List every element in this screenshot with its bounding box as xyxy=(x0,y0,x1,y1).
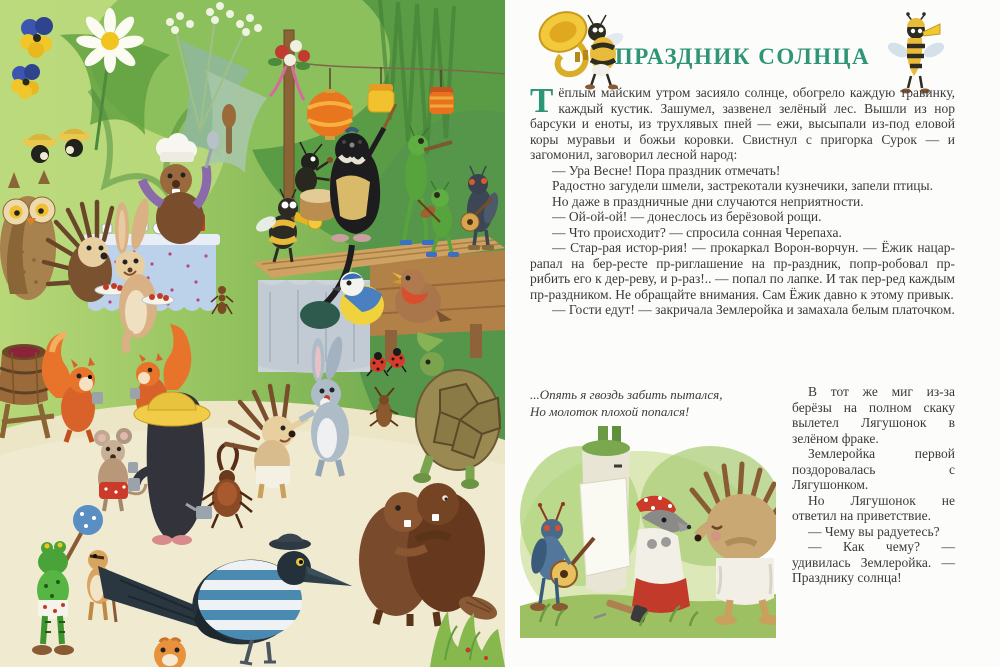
story-text xyxy=(530,81,955,318)
verse-line: ...Опять я гвоздь забить пытался, xyxy=(530,387,723,402)
story-paragraph-text: ёплым майским утром засияло солнце, обогрело каждую травинку, каждый кустик. Зашумел, зазвенел зелёный лес. Вышли из нор барсуки и еноты, из трухлявых пней — ежи, высыпали из-под еловой коры муравьи и божьи коровки. Свистнул с пригорка Сурок — и загомонил, заговорил лесной народ: xyxy=(530,85,955,162)
story-paragraph: — Стар-рая истор-рия! — прокаркал Ворон-ворчун. — Ёжик нацар-рапал на бер-ресте пр-риглашение на пр-раздник, попр-робовал пр-рибить его к дер-реву, и р-раз!.. — попал по лапке. И так пер-ред каждым пр-раздником. Не обращайте внимания. Сам Ёжик давно к этому привык. xyxy=(530,240,955,302)
story-paragraph: Землеройка первой поздоровалась с Лягушонком. xyxy=(792,446,955,492)
invitation-sheet xyxy=(580,478,630,576)
story-paragraph: — Ура Весне! Пора праздник отмечать! xyxy=(552,162,781,178)
caption-and-spot xyxy=(530,384,786,643)
story-paragraph: В тот же миг из-за берёзы на полном скаку вылетел Лягушонок в зелёном фраке. xyxy=(792,384,955,446)
story-paragraph: Радостно загудели шмели, застрекотали кузнечики, запели птицы. xyxy=(552,178,933,193)
story-column xyxy=(792,384,955,643)
story-paragraph xyxy=(530,81,955,163)
bottom-section xyxy=(530,384,955,643)
right-page xyxy=(505,0,1000,667)
spot-illustration xyxy=(520,426,776,638)
story-paragraph: — Чему вы радуетесь? xyxy=(808,523,940,539)
verse-line: Но молоток плохой попался! xyxy=(530,404,690,419)
page-title: ПРАЗДНИК СОЛНЦА xyxy=(614,44,871,69)
story-paragraph: — Как чему? — удивилась Землеройка. — Празднику солнца! xyxy=(792,539,955,585)
story-paragraph: — Что происходит? — спросила сонная Черепаха. xyxy=(552,224,842,240)
drop-cap: Т xyxy=(530,81,554,120)
story-paragraph: Но даже в праздничные дни случаются неприятности. xyxy=(552,193,864,209)
story-paragraph: — Гости едут! — закричала Землеройка и замахала белым платочком. xyxy=(552,302,955,317)
story-paragraph: — Ой-ой-ой! — донеслось из берёзовой рощи. xyxy=(552,209,822,224)
story-paragraph: Но Лягушонок не ответил на приветствие. xyxy=(792,492,955,523)
verse-caption xyxy=(530,386,786,420)
